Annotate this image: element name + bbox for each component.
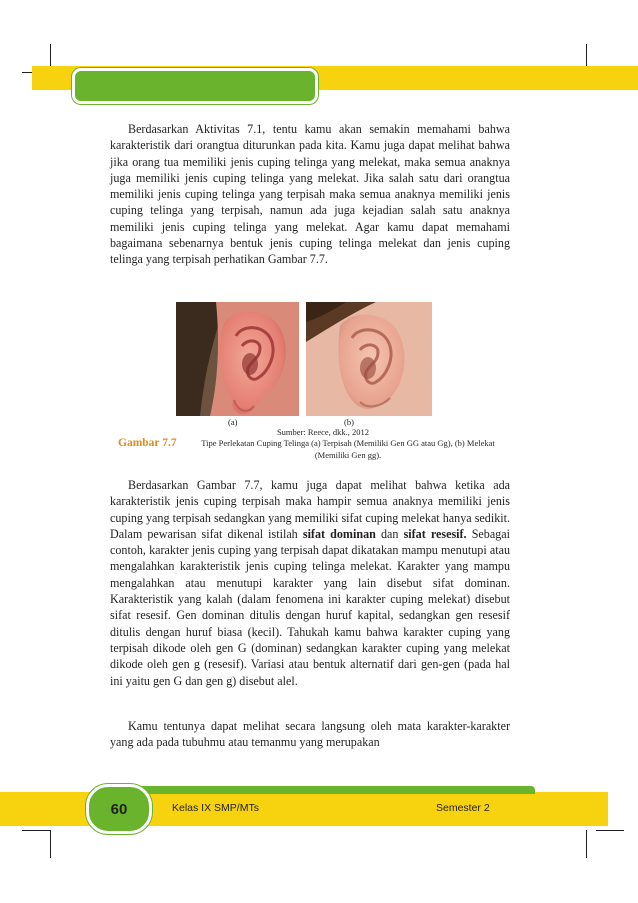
figure-label-a: (a) [228, 417, 238, 427]
footer-stripe [100, 786, 535, 794]
ear-photo-separated [176, 302, 299, 416]
figure-caption-text: Tipe Perlekatan Cuping Telinga (a) Terpisah (Memiliki Gen GG atau Gg), (b) Melekat (Memiliki Gen gg). [201, 438, 495, 460]
term-sifat-dominan: sifat dominan [302, 526, 376, 541]
ear-photo-attached [306, 302, 432, 416]
figure-caption-label: Gambar 7.7 [118, 437, 177, 449]
ear-separated-image [176, 302, 299, 416]
crop-mark [22, 830, 50, 831]
footer-semester: Semester 2 [436, 802, 490, 814]
paragraph-text: Sebagai contoh, karakter jenis cuping yang terpisah dapat dikatakan mampu menutupi atau mengalahkan karakteristik jenis cuping telinga melekat. Karakter yang mampu mengalahkan atau menutupi karakter yang lain disebut sifat dominan. Karakteristik yang kalah (dalam fenomena ini karakter cuping melekat) disebut sifat resesif. Gen dominan ditulis dengan huruf kapital, sedangkan gen resesif ditulis dengan huruf biasa (kecil). Tahukah kamu bahwa karakter cuping yang terpisah dikode oleh gen G (dominan) sedangkan karakter cuping yang melekat dikode oleh gen g (resesif). Variasi atau bentuk alternatif dari gen-gen (pada hal ini yaitu gen G dan gen g) disebut alel. [110, 526, 510, 688]
page-number: 60 [86, 784, 152, 834]
figure-label-b: (b) [344, 417, 354, 427]
paragraph-text: dan [375, 526, 404, 541]
header-tab [72, 68, 318, 104]
paragraph-continuation: Kamu tentunya dapat melihat secara langsung oleh mata karakter-karakter yang ada pada tubuhmu atau temanmu yang merupakan [110, 719, 510, 750]
crop-mark [586, 830, 587, 858]
paragraph-dominant-recessive [110, 477, 510, 689]
figure-source: Sumber: Reece, dkk., 2012 [276, 427, 370, 437]
crop-mark [50, 830, 51, 858]
crop-mark [596, 830, 624, 831]
paragraph-intro: Berdasarkan Aktivitas 7.1, tentu kamu akan semakin memahami bahwa karakteristik dari orangtua diturunkan pada kita. Kamu juga dapat melihat bahwa jika orang tua memiliki jenis cuping telinga yang melekat, maka semua anaknya juga memiliki jenis cuping telinga yang melekat. Jika salah satu dari orangtua memiliki jenis cuping telinga yang terpisah maka semua anaknya memiliki jenis cuping telinga yang terpisah, namun ada juga kejadian salah satu anaknya memiliki jenis cuping telinga yang melekat. Agar kamu dapat memahami bagaimana sebenarnya bentuk jenis cuping telinga melekat dan jenis cuping telinga yang terpisah perhatikan Gambar 7.7. [110, 122, 510, 267]
footer-book-title: Kelas IX SMP/MTs [172, 802, 259, 814]
ear-attached-image [306, 302, 432, 416]
term-sifat-resesif: sifat resesif. [403, 526, 467, 541]
paragraph-text: Berdasarkan Gambar 7.7, kamu juga dapat melihat bahwa ketika ada karakteristik jenis cuping terpisah maka hampir semua anaknya memiliki jenis cuping yang terpisah sedangkan yang memiliki sifat cuping melekat hanya sedikit. Dalam pewarisan sifat dikenal istilah [110, 478, 510, 541]
